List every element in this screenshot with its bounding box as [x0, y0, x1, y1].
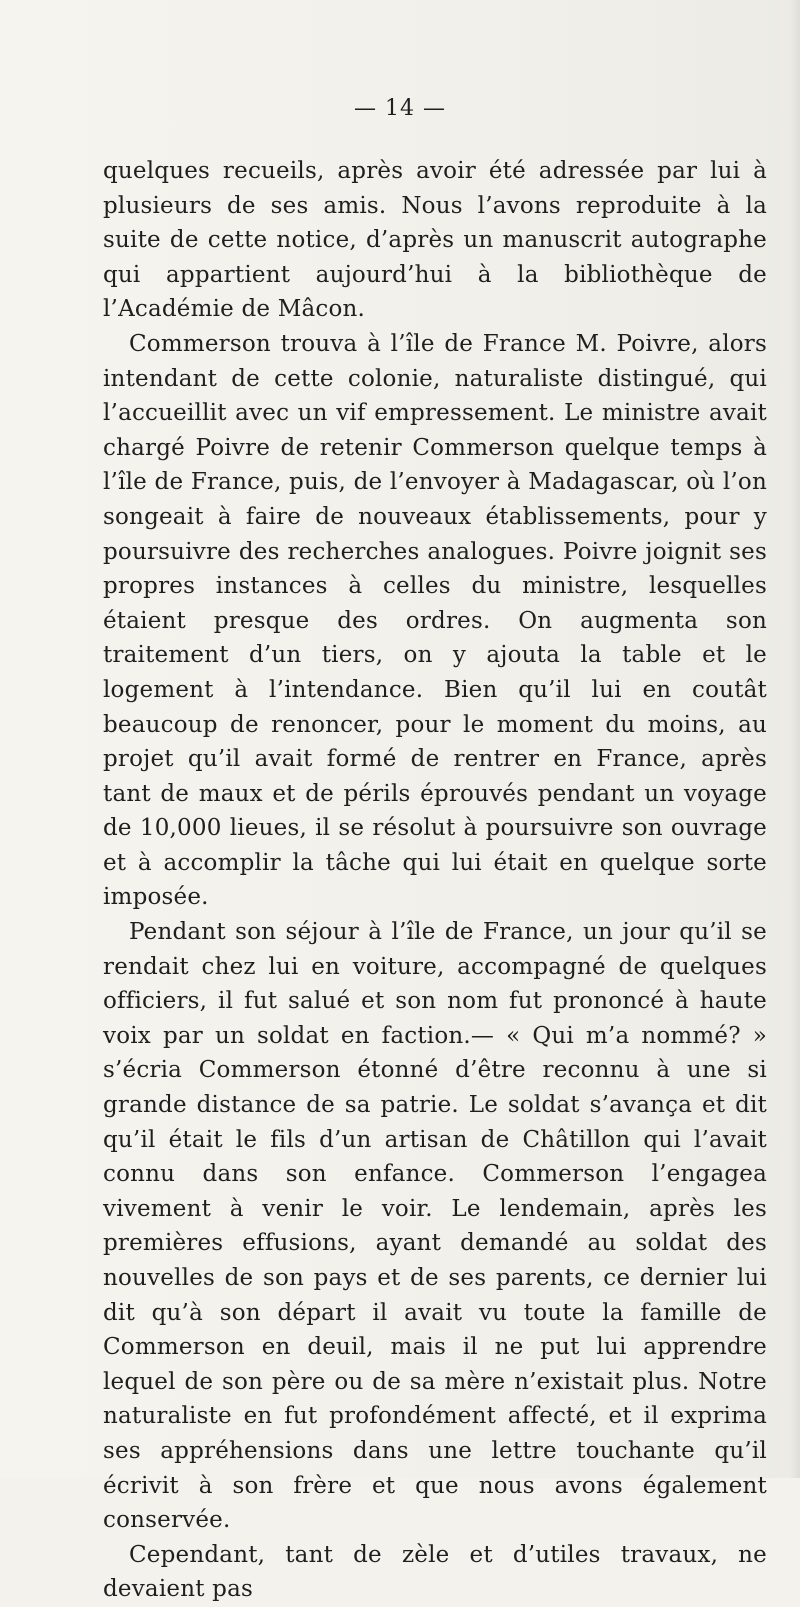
text-body	[103, 154, 767, 1607]
paragraph-4: Cependant, tant de zèle et d’utiles travaux, ne devaient pas	[103, 1541, 767, 1603]
paragraph-2: Commerson trouva à l’île de France M. Poivre, alors intendant de cette colonie, naturaliste distingué, qui l’accueillit avec un vif empressement. Le ministre avait chargé Poivre de retenir Commerson quelque temps à l’île de France, puis, de l’envoyer à Madagascar, où l’on songeait à faire de nouveaux établissements, pour y poursuivre des recherches analogues. Poivre joignit ses propres instances à celles du ministre, lesquelles étaient presque des ordres. On augmenta son traitement d’un tiers, on y ajouta la table et le logement à l’intendance. Bien qu’il lui en coutât beaucoup de renoncer, pour le moment du moins, au projet qu’il avait formé de rentrer en France, après tant de maux et de périls éprouvés pendant un voyage de 10,000 lieues, il se résolut à poursuivre son ouvrage et à accomplir la tâche qui lui était en quelque sorte imposée.	[103, 330, 767, 911]
page-edge-shadow	[790, 0, 800, 1478]
paragraph-1: quelques recueils, après avoir été adressée par lui à plusieurs de ses amis. Nous l’avons reproduite à la suite de cette notice, d’après un manuscrit autographe qui appartient aujourd’hui à la bibliothèque de l’Académie de Mâcon.	[103, 158, 767, 323]
paragraph-3: Pendant son séjour à l’île de France, un jour qu’il se rendait chez lui en voiture, accompagné de quelques officiers, il fut salué et son nom fut prononcé à haute voix par un soldat en faction.— « Qui m’a nommé? » s’écria Commerson étonné d’être reconnu à une si grande distance de sa patrie. Le soldat s’avança et dit qu’il était le fils d’un artisan de Châtillon qui l’avait connu dans son enfance. Commerson l’engagea vivement à venir le voir. Le lendemain, après les premières effusions, ayant demandé au soldat des nouvelles de son pays et de ses parents, ce dernier lui dit qu’à son départ il avait vu toute la famille de Commerson en deuil, mais il ne put lui apprendre lequel de son père ou de sa mère n’existait plus. Notre naturaliste en fut profondément affecté, et il exprima ses appréhensions dans une lettre touchante qu’il écrivit à son frère et que nous avons également conservée.	[103, 919, 767, 1534]
page-number: — 14 —	[354, 96, 446, 121]
